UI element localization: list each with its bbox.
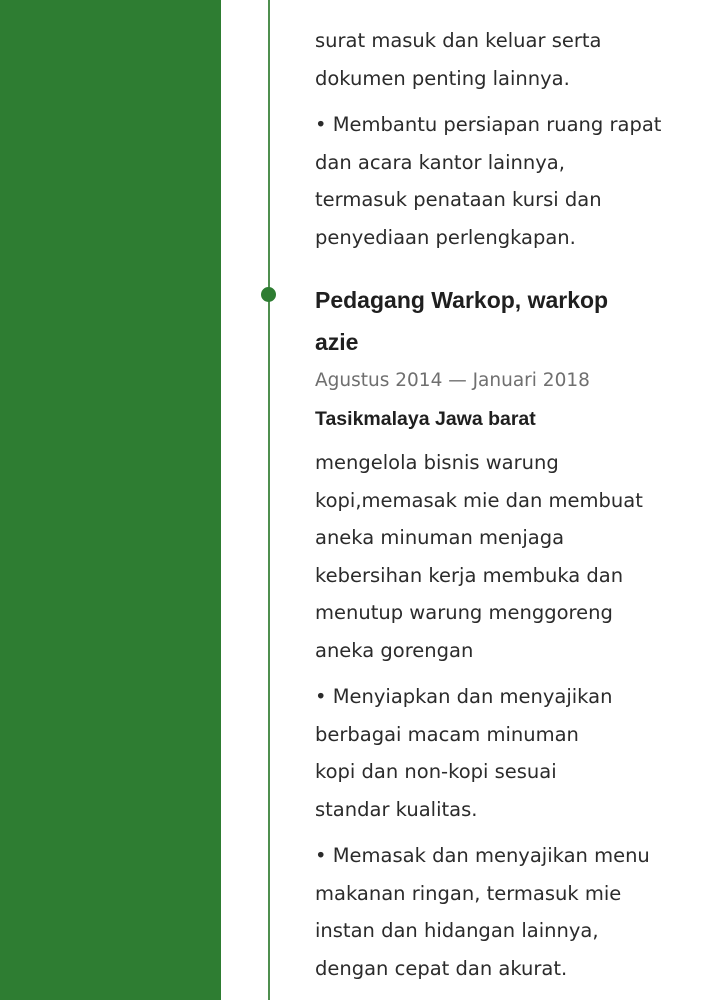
text-line: instan dan hidangan lainnya, [315, 919, 599, 942]
text-line: makanan ringan, termasuk mie [315, 881, 622, 905]
job-dates: Agustus 2014 — Januari 2018 [315, 370, 590, 391]
timeline-dot [261, 287, 276, 302]
prev-job-description [315, 22, 695, 97]
text-line: kopi,memasak mie dan membuat [315, 488, 643, 512]
text-line: • Membantu persiapan ruang rapat [315, 113, 662, 136]
text-line: dengan cepat dan akurat. [315, 956, 568, 980]
experience-content [315, 22, 695, 996]
text-line: surat masuk dan keluar serta [315, 29, 602, 52]
text-line: standar kualitas. [315, 797, 478, 821]
text-line: • Memasak dan menyajikan menu [315, 844, 650, 867]
job-bullet [315, 837, 695, 987]
text-line: kebersihan kerja membuka dan [315, 563, 624, 587]
text-line: dan acara kantor lainnya, [315, 150, 565, 174]
text-line: berbagai macam minuman [315, 722, 579, 746]
text-line: mengelola bisnis warung [315, 451, 559, 474]
job-location: Tasikmalaya Jawa barat [315, 408, 536, 430]
text-line: penyediaan perlengkapan. [315, 225, 576, 249]
job-description [315, 444, 695, 669]
timeline-line [268, 0, 270, 1000]
prev-job-bullet [315, 106, 695, 256]
text-line: termasuk penataan kursi dan [315, 188, 602, 211]
job-title: Pedagang Warkop, warkop azie [315, 287, 609, 355]
job-bullet [315, 678, 695, 828]
text-line: menutup warung menggoreng [315, 601, 613, 624]
text-line: dokumen penting lainnya. [315, 66, 570, 90]
sidebar-panel [0, 0, 221, 1000]
text-line: aneka gorengan [315, 638, 474, 662]
text-line: • Menyiapkan dan menyajikan [315, 685, 613, 708]
text-line: kopi dan non-kopi sesuai [315, 760, 557, 783]
text-line: aneka minuman menjaga [315, 526, 565, 549]
